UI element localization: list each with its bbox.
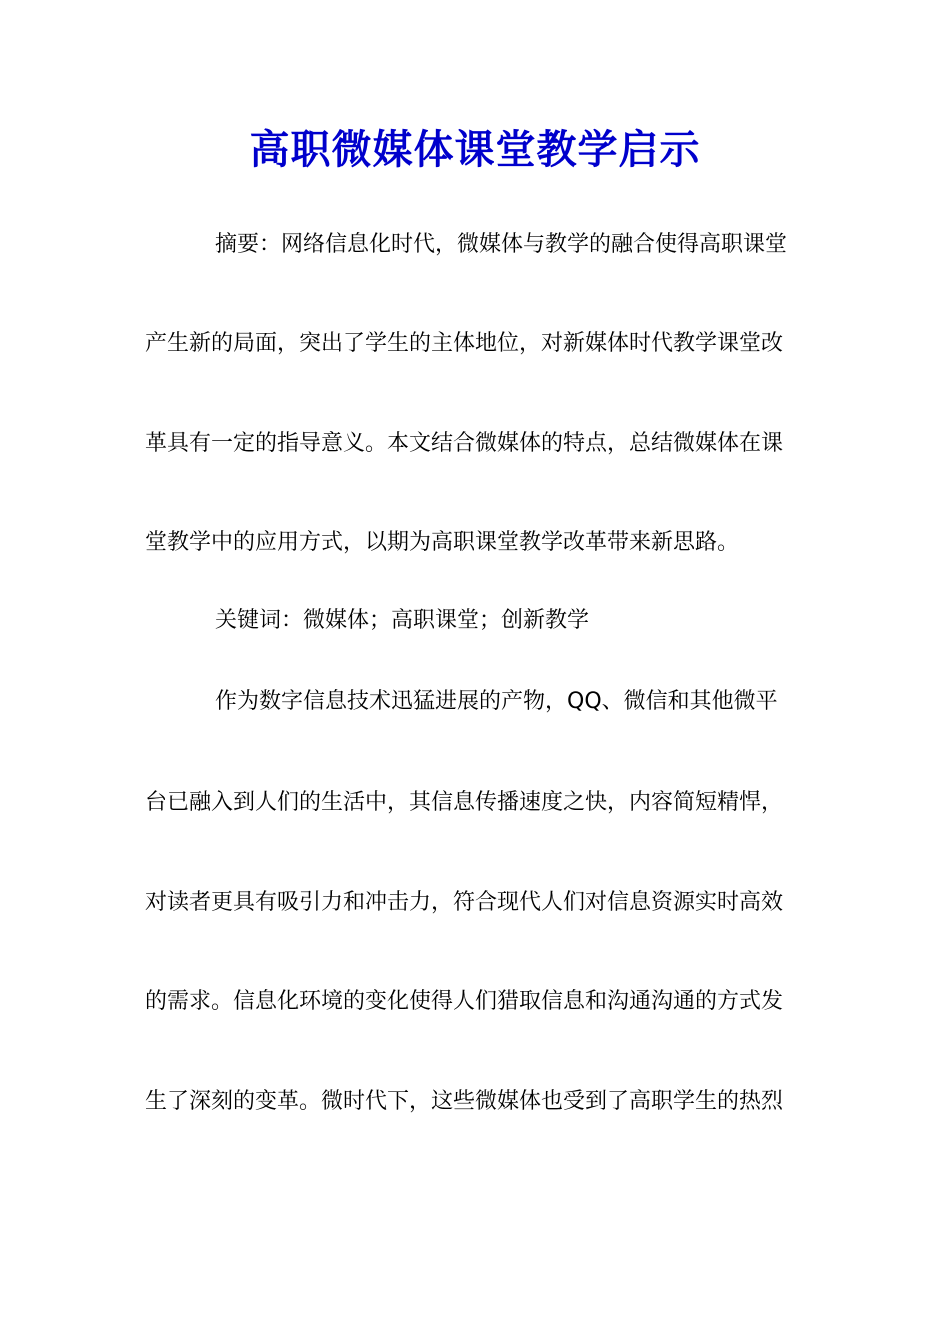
body-line: 生了深刻的变革。微时代下，这些微媒体也受到了高职学生的热烈 (145, 1089, 784, 1114)
body-line: 的需求。信息化环境的变化使得人们猎取信息和沟通沟通的方式发 (145, 989, 784, 1014)
abstract-line: 摘要：网络信息化时代，微媒体与教学的融合使得高职课堂 (215, 232, 788, 257)
body-line: 作为数字信息技术迅猛进展的产物，QQ、微信和其他微平 (215, 689, 778, 714)
keywords-line: 关键词：微媒体；高职课堂；创新教学 (215, 608, 590, 633)
abstract-line: 堂教学中的应用方式，以期为高职课堂教学改革带来新思路。 (145, 530, 740, 555)
abstract-line: 产生新的局面，突出了学生的主体地位，对新媒体时代教学课堂改 (145, 331, 784, 356)
body-line: 台已融入到人们的生活中，其信息传播速度之快，内容简短精悍， (145, 790, 784, 815)
abstract-line: 革具有一定的指导意义。本文结合微媒体的特点，总结微媒体在课 (145, 431, 784, 456)
document-title: 高职微媒体课堂教学启示 (249, 126, 701, 173)
body-line: 对读者更具有吸引力和冲击力，符合现代人们对信息资源实时高效 (145, 890, 784, 915)
